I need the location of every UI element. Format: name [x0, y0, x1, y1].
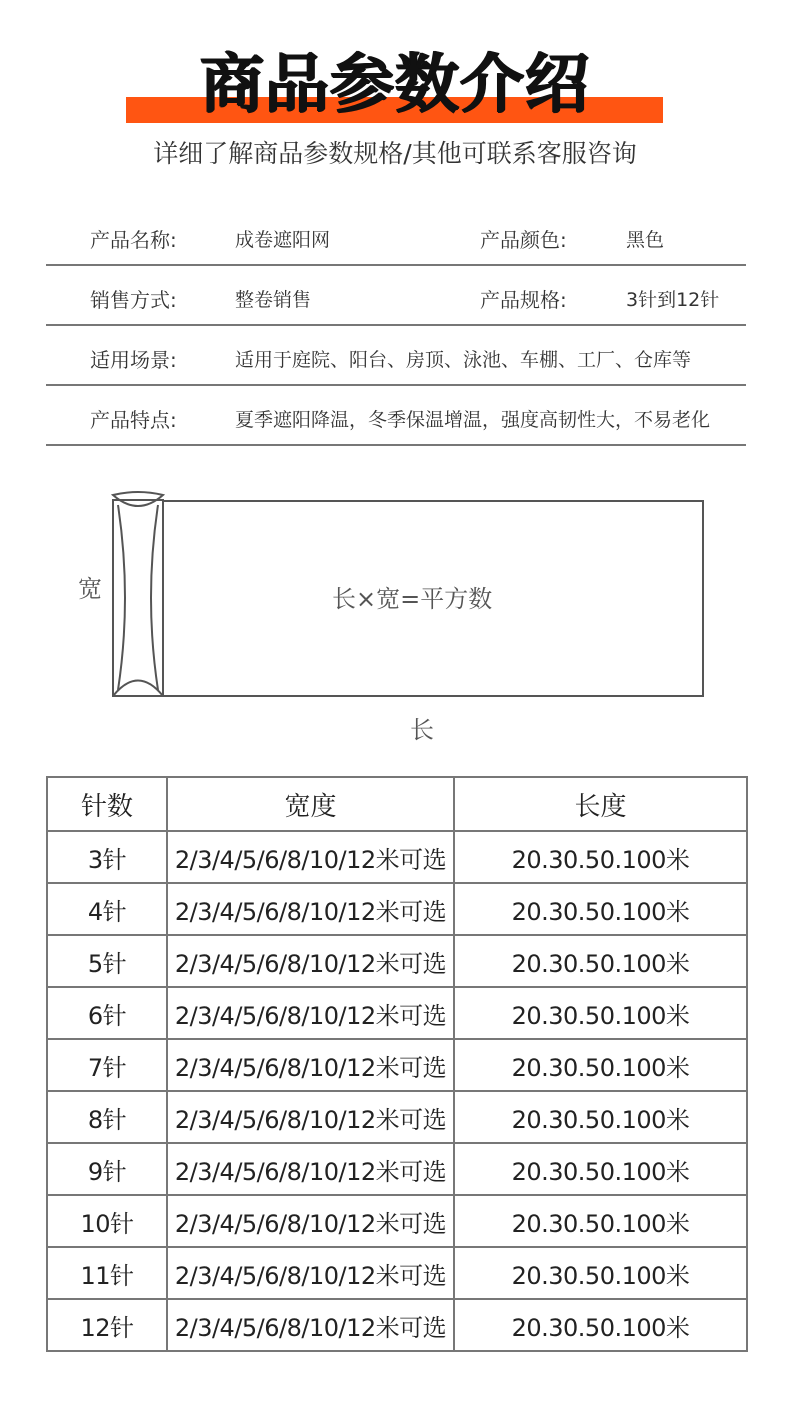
width-cell: 2/3/4/5/6/8/10/12米可选 [167, 1299, 454, 1351]
area-formula: 长×宽=平方数 [332, 585, 493, 613]
table-row [47, 1195, 747, 1247]
needle-cell: 11针 [47, 1247, 167, 1299]
width-cell: 2/3/4/5/6/8/10/12米可选 [167, 1195, 454, 1247]
needle-cell: 7针 [47, 1039, 167, 1091]
info-row [46, 266, 746, 326]
table-row [47, 831, 747, 883]
info-row [46, 386, 746, 446]
width-cell: 2/3/4/5/6/8/10/12米可选 [167, 1143, 454, 1195]
length-cell: 20.30.50.100米 [454, 1195, 747, 1247]
table-row [47, 1143, 747, 1195]
page-header [0, 40, 790, 130]
width-label: 宽 [78, 575, 102, 603]
info-row [46, 326, 746, 386]
table-row [47, 935, 747, 987]
length-cell: 20.30.50.100米 [454, 883, 747, 935]
spec-table [46, 776, 748, 1352]
table-row [47, 1247, 747, 1299]
product-info-list [46, 206, 746, 446]
needle-cell: 5针 [47, 935, 167, 987]
length-cell: 20.30.50.100米 [454, 1091, 747, 1143]
page-title: 商品参数介绍 [200, 48, 590, 122]
roll-diagram [0, 485, 790, 745]
length-cell: 20.30.50.100米 [454, 987, 747, 1039]
width-cell: 2/3/4/5/6/8/10/12米可选 [167, 935, 454, 987]
info-value: 夏季遮阳降温，冬季保温增温，强度高韧性大，不易老化 [235, 409, 711, 431]
width-cell: 2/3/4/5/6/8/10/12米可选 [167, 1039, 454, 1091]
width-cell: 2/3/4/5/6/8/10/12米可选 [167, 1247, 454, 1299]
info-label: 产品颜色: [480, 228, 567, 252]
info-value: 适用于庭院、阳台、房顶、泳池、车棚、工厂、仓库等 [235, 349, 692, 371]
info-label: 适用场景: [90, 348, 177, 372]
length-cell: 20.30.50.100米 [454, 1039, 747, 1091]
info-label: 销售方式: [90, 288, 177, 312]
info-value: 整卷销售 [235, 289, 312, 311]
page-subtitle: 详细了解商品参数规格/其他可联系客服咨询 [153, 139, 637, 168]
length-label: 长 [410, 716, 434, 744]
info-value: 成卷遮阳网 [235, 229, 331, 251]
width-cell: 2/3/4/5/6/8/10/12米可选 [167, 883, 454, 935]
length-cell: 20.30.50.100米 [454, 1247, 747, 1299]
needle-cell: 9针 [47, 1143, 167, 1195]
column-header: 长度 [454, 777, 747, 831]
info-value: 3针到12针 [626, 289, 720, 311]
info-label: 产品名称: [90, 228, 177, 252]
table-header-row [47, 777, 747, 831]
table-row [47, 987, 747, 1039]
width-cell: 2/3/4/5/6/8/10/12米可选 [167, 1091, 454, 1143]
roll-bottom-arc [113, 681, 163, 697]
table-row [47, 1091, 747, 1143]
length-cell: 20.30.50.100米 [454, 1299, 747, 1351]
length-cell: 20.30.50.100米 [454, 1143, 747, 1195]
needle-cell: 4针 [47, 883, 167, 935]
table-row [47, 1039, 747, 1091]
needle-cell: 12针 [47, 1299, 167, 1351]
length-cell: 20.30.50.100米 [454, 831, 747, 883]
roll-curve-left [118, 505, 125, 690]
roll-curve-right [151, 505, 158, 690]
length-cell: 20.30.50.100米 [454, 935, 747, 987]
info-value: 黑色 [626, 229, 665, 251]
column-header: 针数 [47, 777, 167, 831]
info-label: 产品特点: [90, 408, 177, 432]
needle-cell: 8针 [47, 1091, 167, 1143]
width-cell: 2/3/4/5/6/8/10/12米可选 [167, 831, 454, 883]
table-row [47, 883, 747, 935]
needle-cell: 3针 [47, 831, 167, 883]
needle-cell: 10针 [47, 1195, 167, 1247]
roll-diagram-graphic [0, 485, 790, 745]
column-header: 宽度 [167, 777, 454, 831]
width-cell: 2/3/4/5/6/8/10/12米可选 [167, 987, 454, 1039]
info-label: 产品规格: [480, 288, 567, 312]
table-row [47, 1299, 747, 1351]
needle-cell: 6针 [47, 987, 167, 1039]
info-row [46, 206, 746, 266]
